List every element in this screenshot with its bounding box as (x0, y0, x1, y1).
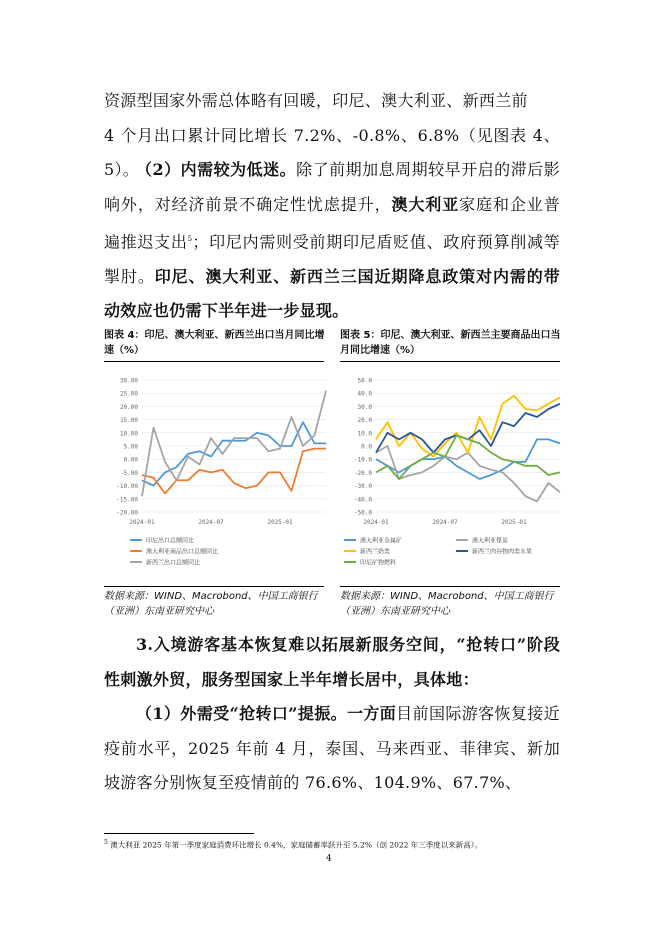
fig5-ytick-label: 10.0 (357, 430, 372, 438)
paragraph-2-heading: （2）内需较为低迷。 (136, 160, 297, 179)
paragraph-2 (104, 153, 560, 329)
paragraph-1-line-2: 4 个月出口累计同比增长 7.2%、-0.8%、6.8%（见图表 4、5）。 (104, 125, 560, 179)
fig4-legend-label: 新西兰出口总额同比 (146, 559, 201, 567)
footnote-ref: 5 (187, 235, 193, 243)
fig5-xtick-label: 2024-01 (363, 519, 389, 526)
fig4-legend-label: 澳大利亚商品出口总额同比 (146, 548, 219, 556)
fig5-ytick-label: -10.0 (353, 456, 372, 464)
figure-5-bottom-rule (340, 586, 560, 587)
fig5-ytick-label: 0.0 (361, 443, 372, 451)
fig5-ytick-label: 50.0 (357, 377, 372, 385)
figure-5-top-rule (340, 361, 560, 362)
fig4-xtick-label: 2024-01 (129, 519, 155, 526)
fig4-ytick-label: 20.00 (119, 403, 138, 411)
fig4-legend-label: 印尼出口总额同比 (146, 537, 195, 545)
paragraph-1-line-1: 资源型国家外需总体略有回暖，印尼、澳大利亚、新西兰前 (104, 91, 528, 110)
fig5-ytick-label: 40.0 (357, 390, 372, 398)
fig4-ytick-label: 15.00 (119, 417, 138, 425)
fig5-ytick-label: 20.0 (357, 417, 372, 425)
fig4-ytick-label: -10.00 (116, 483, 138, 491)
fig5-legend-label: 澳大利亚煤炭 (472, 537, 509, 545)
fig5-xtick-label: 2024-07 (432, 519, 458, 526)
paragraph-2-text-a: 除了前期加息周期较早开启的滞后影响外，对经济前景不确定性忧虑提升， (104, 160, 560, 214)
fig5-xtick-label: 2025-01 (501, 519, 527, 526)
fig5-legend-label: 新西兰肉谷物肉类水果 (472, 548, 533, 556)
fig4-ytick-label: 0.00 (123, 456, 138, 464)
fig5-legend-label: 印尼矿物燃料 (360, 559, 397, 567)
fig5-ytick-label: -30.0 (353, 483, 372, 491)
figure-4-bottom-rule (104, 586, 324, 587)
footnote-mark: 5 (104, 839, 108, 846)
section-3-bold: 一方面 (347, 704, 397, 723)
fig5-ytick-label: -50.0 (353, 509, 372, 517)
section-3-text: 目前国际游客恢复接近疫前水平，2025 年前 4 月，泰国、马来西亚、菲律宾、新加坡游客分别恢复至疫情前的 76.6%、104.9%、67.7%、 (104, 704, 560, 792)
fig4-ytick-label: 30.00 (119, 377, 138, 385)
figure-4-top-rule (104, 361, 324, 362)
footnote (104, 838, 482, 851)
fig4-ytick-label: 25.00 (119, 390, 138, 398)
paragraph-2-bold-b: 印尼、澳大利亚、新西兰三国近期降息政策对内需的带动效应也仍需下半年进一步显现。 (104, 266, 560, 321)
paragraph-2-bold-a: 澳大利亚 (391, 194, 460, 214)
fig4-ytick-label: -20.00 (116, 509, 138, 517)
section-3-title: 3.入境游客基本恢复难以拓展新服务空间，“抢转口”阶段性刺激外贸，服务型国家上半年增长居中，具体地： (104, 635, 560, 689)
fig4-ytick-label: -5.00 (119, 469, 138, 477)
footnote-text: 澳大利亚 2025 年第一季度家庭消费环比增长 0.4%，家庭储蓄率跃升至 5.2%（创 2022 年三季度以来新高）。 (110, 840, 483, 850)
section-3-heading: （1）外需受“抢转口”提振。 (136, 704, 347, 723)
fig4-xtick-label: 2024-07 (198, 519, 224, 526)
figure-5-chart (338, 364, 568, 584)
fig5-ytick-label: -40.0 (353, 496, 372, 504)
fig4-ytick-label: 10.00 (119, 430, 138, 438)
fig4-ytick-label: -15.00 (116, 496, 138, 504)
figure-5-caption: 图表 5：印尼、澳大利亚、新西兰主要商品出口当月同比增速（%） (340, 330, 561, 356)
page-number: 4 (326, 854, 332, 864)
section-3-paragraph (104, 697, 560, 801)
fig4-xtick-label: 2025-01 (267, 519, 293, 526)
figure-5-source: 数据来源：WIND、Macrobond、中国工商银行（亚洲）东南亚研究中心 (340, 591, 554, 617)
fig5-series-line-3 (376, 404, 560, 453)
footnote-rule (104, 833, 254, 834)
fig5-legend-label: 澳大利亚金属矿 (360, 537, 403, 545)
paragraph-2-text-c: ；印尼内需则受前期印尼盾贬值、政府预算削减等掣肘。 (104, 232, 560, 286)
fig4-ytick-label: 5.00 (123, 443, 138, 451)
paragraph-2-text-b: 家庭和企业普遍推迟支出 (104, 194, 560, 252)
figure-4-source: 数据来源：WIND、Macrobond、中国工商银行（亚洲）东南亚研究中心 (104, 591, 318, 617)
fig5-ytick-label: -20.0 (353, 469, 372, 477)
figure-4-caption: 图表 4：印尼、澳大利亚、新西兰出口当月同比增速（%） (104, 330, 325, 356)
fig4-series-line-0 (142, 422, 326, 485)
fig5-ytick-label: 30.0 (357, 403, 372, 411)
fig5-legend-label: 新西兰奶类 (360, 548, 391, 556)
figure-4-chart (104, 364, 334, 584)
